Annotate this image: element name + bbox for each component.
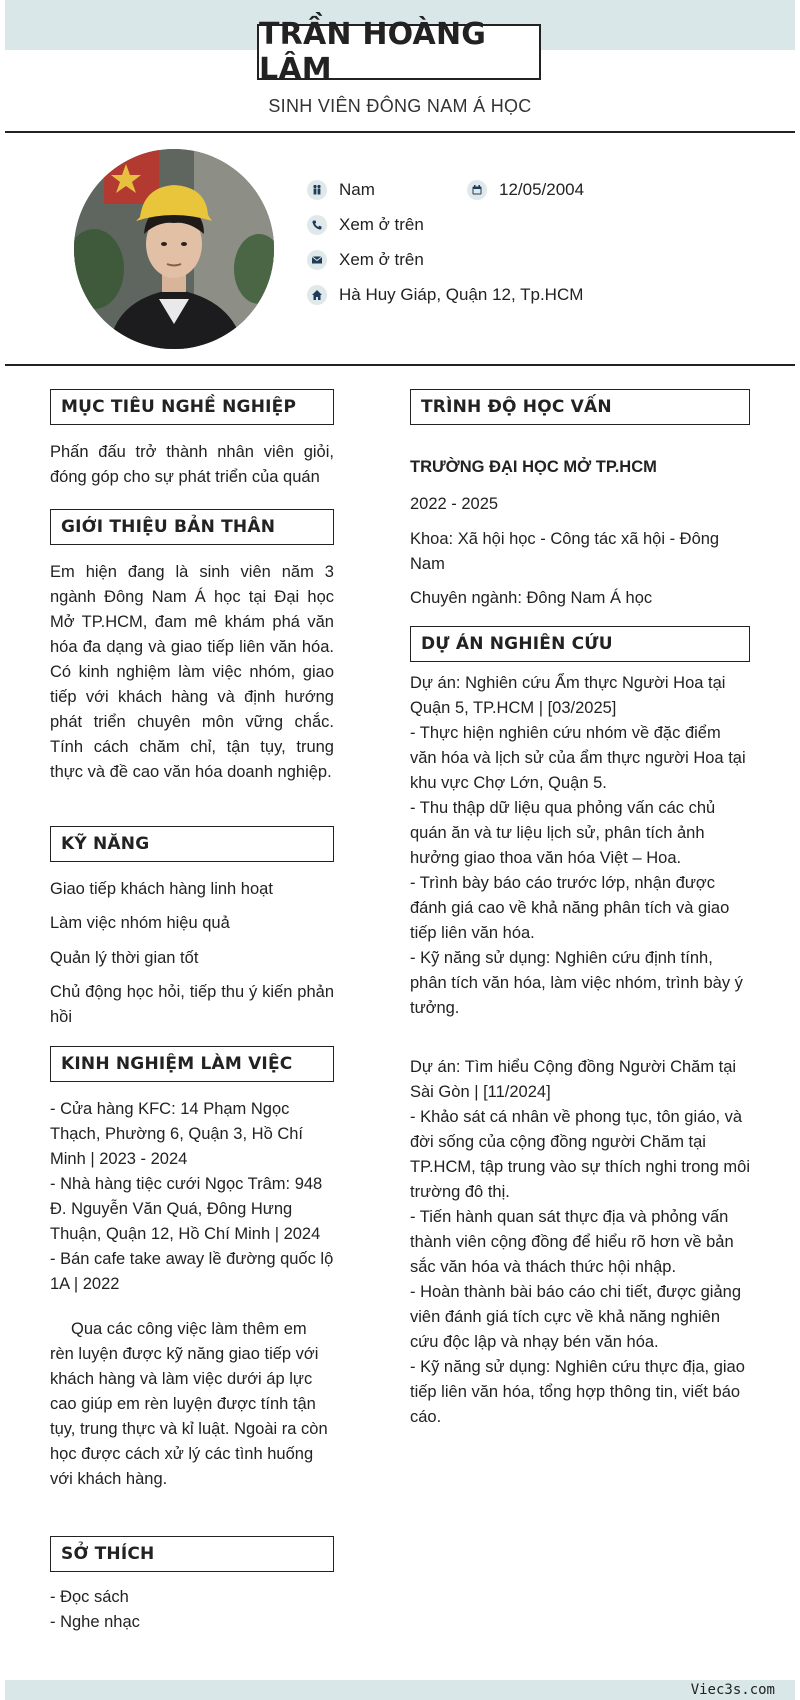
address-value: Hà Huy Giáp, Quận 12, Tp.HCM: [339, 285, 584, 304]
skill-item: Làm việc nhóm hiệu quả: [50, 914, 230, 932]
calendar-icon: [467, 180, 487, 200]
gender-icon: [307, 180, 327, 200]
section-title-skills: KỸ NĂNG: [50, 826, 334, 862]
skill-item: Quản lý thời gian tốt: [50, 949, 199, 967]
info-email: [307, 250, 424, 270]
info-gender: [307, 180, 375, 200]
gender-value: Nam: [339, 180, 375, 199]
home-icon: [307, 285, 327, 305]
section-title-education: TRÌNH ĐỘ HỌC VẤN: [410, 389, 750, 425]
divider-top: [5, 131, 795, 133]
section-title-objective: MỤC TIÊU NGHỀ NGHIỆP: [50, 389, 334, 425]
watermark: Viec3s.com: [690, 1682, 775, 1698]
experience-summary: Qua các công việc làm thêm em rèn luyện được kỹ năng giao tiếp với khách hàng và làm việc dưới áp lực cao giúp em rèn luyện được tính tận tụy, trung thực và kỉ luật. Ngoài ra còn học được cách xử lý các tình huống với khách hàng.: [50, 1320, 328, 1488]
info-birthdate: [467, 180, 584, 200]
experience-list: - Cửa hàng KFC: 14 Phạm Ngọc Thạch, Phường 6, Quận 3, Hồ Chí Minh | 2023 - 2024 - Nhà hàng tiệc cưới Ngọc Trâm: 948 Đ. Nguyễn Văn Quá, Đông Hưng Thuận, Quận 12, Hồ Chí Minh | 2024 - Bán cafe take away lề đường quốc lộ 1A | 2022: [50, 1100, 334, 1293]
section-title-hobbies: SỞ THÍCH: [50, 1536, 334, 1572]
section-title-experience: KINH NGHIỆM LÀM VIỆC: [50, 1046, 334, 1082]
email-value: Xem ở trên: [339, 250, 424, 269]
skill-item: Chủ động học hỏi, tiếp thu ý kiến phản hồi: [50, 983, 334, 1026]
footer-band: [5, 1680, 795, 1700]
about-text: Em hiện đang là sinh viên năm 3 ngành Đông Nam Á học tại Đại học Mở TP.HCM, đam mê khám phá văn hóa đa dạng và giao tiếp liên văn hóa. Có kinh nghiệm làm việc nhóm, giao tiếp với khách hàng và định hướng phát triển chuyên môn vững chắc. Tính cách chăm chỉ, tận tụy, trung thực và đề cao văn hóa doanh nghiệp.: [50, 563, 334, 781]
phone-value: Xem ở trên: [339, 215, 424, 234]
hobbies-list: - Đọc sách - Nghe nhạc: [50, 1588, 140, 1631]
section-title-about: GIỚI THIỆU BẢN THÂN: [50, 509, 334, 545]
mail-icon: [307, 250, 327, 270]
phone-icon: [307, 215, 327, 235]
objective-text: Phấn đấu trở thành nhân viên giỏi, đóng góp cho sự phát triển của quán: [50, 443, 334, 486]
education-major: Chuyên ngành: Đông Nam Á học: [410, 589, 653, 607]
education-faculty: Khoa: Xã hội học - Công tác xã hội - Đông Nam: [410, 530, 720, 573]
divider-middle: [5, 364, 795, 366]
info-phone: [307, 215, 424, 235]
skill-item: Giao tiếp khách hàng linh hoạt: [50, 880, 273, 898]
info-address: [307, 285, 583, 305]
candidate-title: SINH VIÊN ĐÔNG NAM Á HỌC: [268, 96, 532, 116]
research-project-2: Dự án: Tìm hiểu Cộng đồng Người Chăm tại Sài Gòn | [11/2024] - Khảo sát cá nhân về phong tục, tôn giáo, và đời sống của cộng đồng người Chăm tại TP.HCM, tập trung vào sự thích nghi trong môi trường đô thị. - Tiến hành quan sát thực địa và phỏng vấn thành viên cộng đồng để hiểu rõ hơn về bản sắc văn hóa và thách thức hội nhập. - Hoàn thành bài báo cáo chi tiết, được giảng viên đánh giá tích cực về khả năng nghiên cứu độc lập và nhạy bén văn hóa. - Kỹ năng sử dụng: Nghiên cứu thực địa, giao tiếp liên văn hóa, tổng hợp thông tin, viết báo cáo.: [410, 1058, 750, 1426]
education-school: TRƯỜNG ĐẠI HỌC MỞ TP.HCM: [410, 458, 657, 476]
education-years: 2022 - 2025: [410, 495, 499, 513]
profile-photo: [74, 149, 274, 349]
candidate-name: TRẦN HOÀNG LÂM: [257, 24, 541, 80]
section-title-research: DỰ ÁN NGHIÊN CỨU: [410, 626, 750, 662]
research-project-1: Dự án: Nghiên cứu Ẩm thực Người Hoa tại Quận 5, TP.HCM | [03/2025] - Thực hiện nghiên cứu nhóm về đặc điểm văn hóa và lịch sử của ẩm thực người Hoa tại khu vực Chợ Lớn, Quận 5. - Thu thập dữ liệu qua phỏng vấn các chủ quán ăn và tư liệu lịch sử, phân tích ảnh hưởng giao thoa văn hóa Việt – Hoa. - Trình bày báo cáo trước lớp, nhận được đánh giá cao về khả năng phân tích và giao tiếp liên văn hóa. - Kỹ năng sử dụng: Nghiên cứu định tính, phân tích văn hóa, làm việc nhóm, trình bày ý tưởng.: [410, 674, 746, 1017]
birthdate-value: 12/05/2004: [499, 180, 585, 199]
